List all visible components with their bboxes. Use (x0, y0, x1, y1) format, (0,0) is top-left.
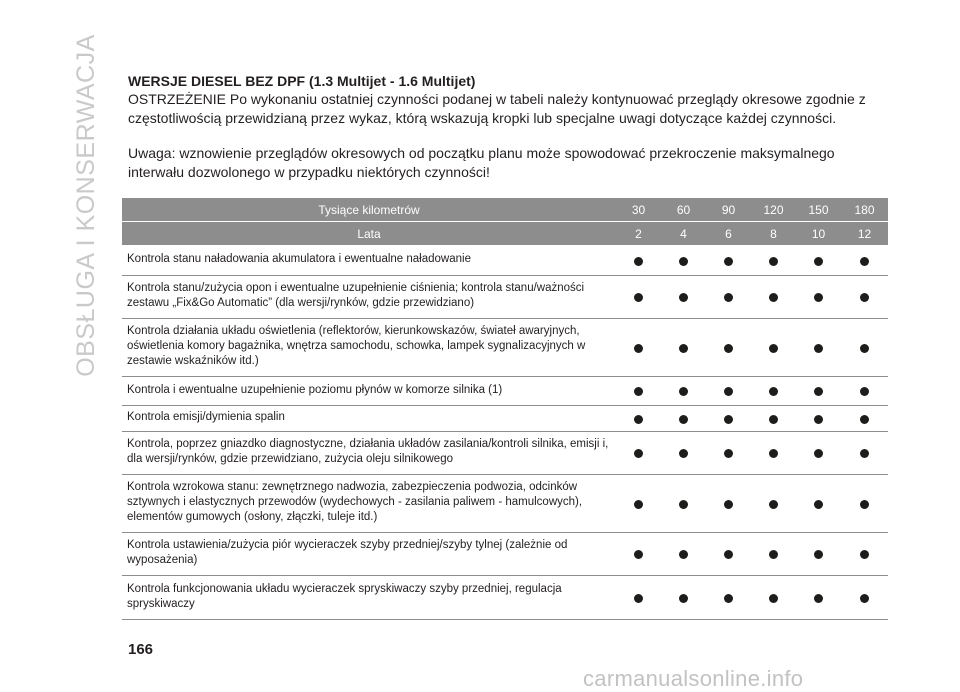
interval-cell (751, 533, 796, 576)
header-years-cell: 10 (796, 222, 841, 246)
header-years-cell: 4 (661, 222, 706, 246)
interval-cell (841, 432, 888, 475)
task-description: Kontrola ustawienia/zużycia piór wycieraczek szyby przedniej/szyby tylnej (zależnie od wyposażenia) (122, 533, 616, 576)
task-description: Kontrola emisji/dymienia spalin (122, 406, 616, 432)
bullet-dot-icon (814, 500, 823, 509)
bullet-dot-icon (724, 387, 733, 396)
bullet-dot-icon (634, 415, 643, 424)
interval-cell (796, 576, 841, 620)
section-title: WERSJE DIESEL BEZ DPF (1.3 Multijet - 1.6 Multijet) (128, 73, 476, 89)
bullet-dot-icon (860, 344, 869, 353)
interval-cell (706, 432, 751, 475)
bullet-dot-icon (814, 594, 823, 603)
table-row (122, 533, 888, 576)
interval-cell (841, 406, 888, 432)
interval-cell (616, 319, 661, 377)
interval-cell (661, 377, 706, 406)
table-row (122, 576, 888, 620)
interval-cell (841, 475, 888, 533)
interval-cell (841, 246, 888, 276)
header-row-km (122, 198, 888, 222)
task-description: Kontrola wzrokowa stanu: zewnętrznego nadwozia, zabezpieczenia podwozia, odcinków sztywnych i elastycznych przewodów (wydechowych - zasilania paliwem - hamulcowych), elementów gumowych (osłony, złączki, tuleje itd.) (122, 475, 616, 533)
bullet-dot-icon (860, 449, 869, 458)
bullet-dot-icon (679, 293, 688, 302)
bullet-dot-icon (814, 550, 823, 559)
bullet-dot-icon (634, 344, 643, 353)
table-row (122, 246, 888, 276)
bullet-dot-icon (769, 344, 778, 353)
bullet-dot-icon (634, 387, 643, 396)
header-km-cell: 60 (661, 198, 706, 222)
interval-cell (796, 319, 841, 377)
interval-cell (796, 406, 841, 432)
task-description: Kontrola funkcjonowania układu wycieraczek spryskiwaczy szyby przedniej, regulacja spryskiwaczy (122, 576, 616, 620)
bullet-dot-icon (634, 594, 643, 603)
interval-cell (706, 319, 751, 377)
interval-cell (796, 377, 841, 406)
task-description: Kontrola i ewentualne uzupełnienie poziomu płynów w komorze silnika (1) (122, 377, 616, 406)
bullet-dot-icon (679, 449, 688, 458)
task-description: Kontrola stanu naładowania akumulatora i ewentualne naładowanie (122, 246, 616, 276)
note-paragraph: Uwaga: wznowienie przeglądów okresowych od początku planu może spowodować przekroczenie maksymalnego interwału dozwolonego w przypadku niektórych czynności! (128, 145, 835, 180)
warning-paragraph: OSTRZEŻENIE Po wykonaniu ostatniej czynności podanej w tabeli należy kontynuować przeglądy okresowe zgodnie z częstotliwością przewidzianą przez wykaz, którą wskazują kropki lub specjalne uwagi dotyczące każdej czynności. (128, 91, 866, 126)
task-description: Kontrola działania układu oświetlenia (reflektorów, kierunkowskazów, świateł awaryjnych, oświetlenia komory bagażnika, wnętrza samochodu, schowka, lampek sygnalizacyjnych w zestawie wskaźników itd.) (122, 319, 616, 377)
bullet-dot-icon (679, 257, 688, 266)
interval-cell (706, 246, 751, 276)
interval-cell (751, 377, 796, 406)
table-row (122, 319, 888, 377)
schedule-rows (122, 246, 888, 620)
interval-cell (751, 276, 796, 319)
header-years-cell: 12 (841, 222, 888, 246)
bullet-dot-icon (860, 594, 869, 603)
bullet-dot-icon (724, 550, 733, 559)
interval-cell (796, 533, 841, 576)
bullet-dot-icon (769, 293, 778, 302)
interval-cell (661, 533, 706, 576)
header-years-cell: 6 (706, 222, 751, 246)
interval-cell (841, 319, 888, 377)
interval-cell (706, 576, 751, 620)
bullet-dot-icon (679, 500, 688, 509)
bullet-dot-icon (769, 387, 778, 396)
interval-cell (661, 276, 706, 319)
table-row (122, 406, 888, 432)
interval-cell (706, 475, 751, 533)
task-description: Kontrola stanu/zużycia opon i ewentualne uzupełnienie ciśnienia; kontrola stanu/ważności zestawu „Fix&Go Automatic” (dla wersji/rynków, gdzie przewidziano) (122, 276, 616, 319)
bullet-dot-icon (814, 415, 823, 424)
interval-cell (796, 246, 841, 276)
interval-cell (661, 406, 706, 432)
table-row (122, 377, 888, 406)
header-km-cell: 150 (796, 198, 841, 222)
interval-cell (661, 432, 706, 475)
interval-cell (661, 319, 706, 377)
bullet-dot-icon (634, 550, 643, 559)
bullet-dot-icon (679, 415, 688, 424)
bullet-dot-icon (769, 594, 778, 603)
interval-cell (616, 276, 661, 319)
bullet-dot-icon (860, 415, 869, 424)
bullet-dot-icon (769, 257, 778, 266)
interval-cell (706, 533, 751, 576)
bullet-dot-icon (769, 415, 778, 424)
watermark: carmanualsonline.info (583, 666, 804, 691)
interval-cell (706, 276, 751, 319)
bullet-dot-icon (679, 344, 688, 353)
bullet-dot-icon (814, 293, 823, 302)
bullet-dot-icon (724, 594, 733, 603)
interval-cell (706, 406, 751, 432)
bullet-dot-icon (814, 387, 823, 396)
bullet-dot-icon (679, 594, 688, 603)
bullet-dot-icon (634, 257, 643, 266)
section-side-tab-label: OBSŁUGA I KONSERWACJA (71, 33, 100, 377)
header-years-cell: 2 (616, 222, 661, 246)
bullet-dot-icon (724, 257, 733, 266)
interval-cell (661, 246, 706, 276)
interval-cell (796, 432, 841, 475)
bullet-dot-icon (860, 257, 869, 266)
interval-cell (751, 246, 796, 276)
bullet-dot-icon (724, 344, 733, 353)
interval-cell (616, 475, 661, 533)
bullet-dot-icon (860, 550, 869, 559)
interval-cell (841, 533, 888, 576)
bullet-dot-icon (769, 500, 778, 509)
page-content (128, 72, 888, 182)
header-km-cell: 90 (706, 198, 751, 222)
interval-cell (841, 576, 888, 620)
header-km-cell: 30 (616, 198, 661, 222)
interval-cell (616, 246, 661, 276)
interval-cell (661, 576, 706, 620)
header-row-years (122, 222, 888, 246)
bullet-dot-icon (679, 387, 688, 396)
bullet-dot-icon (724, 449, 733, 458)
bullet-dot-icon (679, 550, 688, 559)
bullet-dot-icon (860, 293, 869, 302)
header-years-label: Lata (122, 222, 616, 246)
bullet-dot-icon (634, 500, 643, 509)
bullet-dot-icon (860, 387, 869, 396)
bullet-dot-icon (769, 449, 778, 458)
interval-cell (841, 377, 888, 406)
bullet-dot-icon (769, 550, 778, 559)
bullet-dot-icon (814, 344, 823, 353)
bullet-dot-icon (724, 415, 733, 424)
interval-cell (751, 406, 796, 432)
interval-cell (616, 377, 661, 406)
interval-cell (796, 475, 841, 533)
interval-cell (661, 475, 706, 533)
interval-cell (841, 276, 888, 319)
interval-cell (751, 576, 796, 620)
section-side-tab (64, 33, 108, 377)
page-number: 166 (128, 641, 154, 658)
bullet-dot-icon (724, 293, 733, 302)
interval-cell (751, 475, 796, 533)
task-description: Kontrola, poprzez gniazdko diagnostyczne, działania układów zasilania/kontroli silnika, emisji i, dla wersji/rynków, gdzie przewidziano, zużycia oleju silnikowego (122, 432, 616, 475)
bullet-dot-icon (860, 500, 869, 509)
interval-cell (616, 406, 661, 432)
interval-cell (616, 576, 661, 620)
bullet-dot-icon (634, 449, 643, 458)
header-km-cell: 180 (841, 198, 888, 222)
interval-cell (706, 377, 751, 406)
table-row (122, 475, 888, 533)
interval-cell (616, 533, 661, 576)
header-years-cell: 8 (751, 222, 796, 246)
table-row (122, 432, 888, 475)
header-km-cell: 120 (751, 198, 796, 222)
bullet-dot-icon (814, 449, 823, 458)
table-row (122, 276, 888, 319)
interval-cell (616, 432, 661, 475)
bullet-dot-icon (814, 257, 823, 266)
bullet-dot-icon (634, 293, 643, 302)
interval-cell (796, 276, 841, 319)
header-km-label: Tysiące kilometrów (122, 198, 616, 222)
interval-cell (751, 319, 796, 377)
maintenance-schedule-table (122, 198, 888, 620)
interval-cell (751, 432, 796, 475)
bullet-dot-icon (724, 500, 733, 509)
